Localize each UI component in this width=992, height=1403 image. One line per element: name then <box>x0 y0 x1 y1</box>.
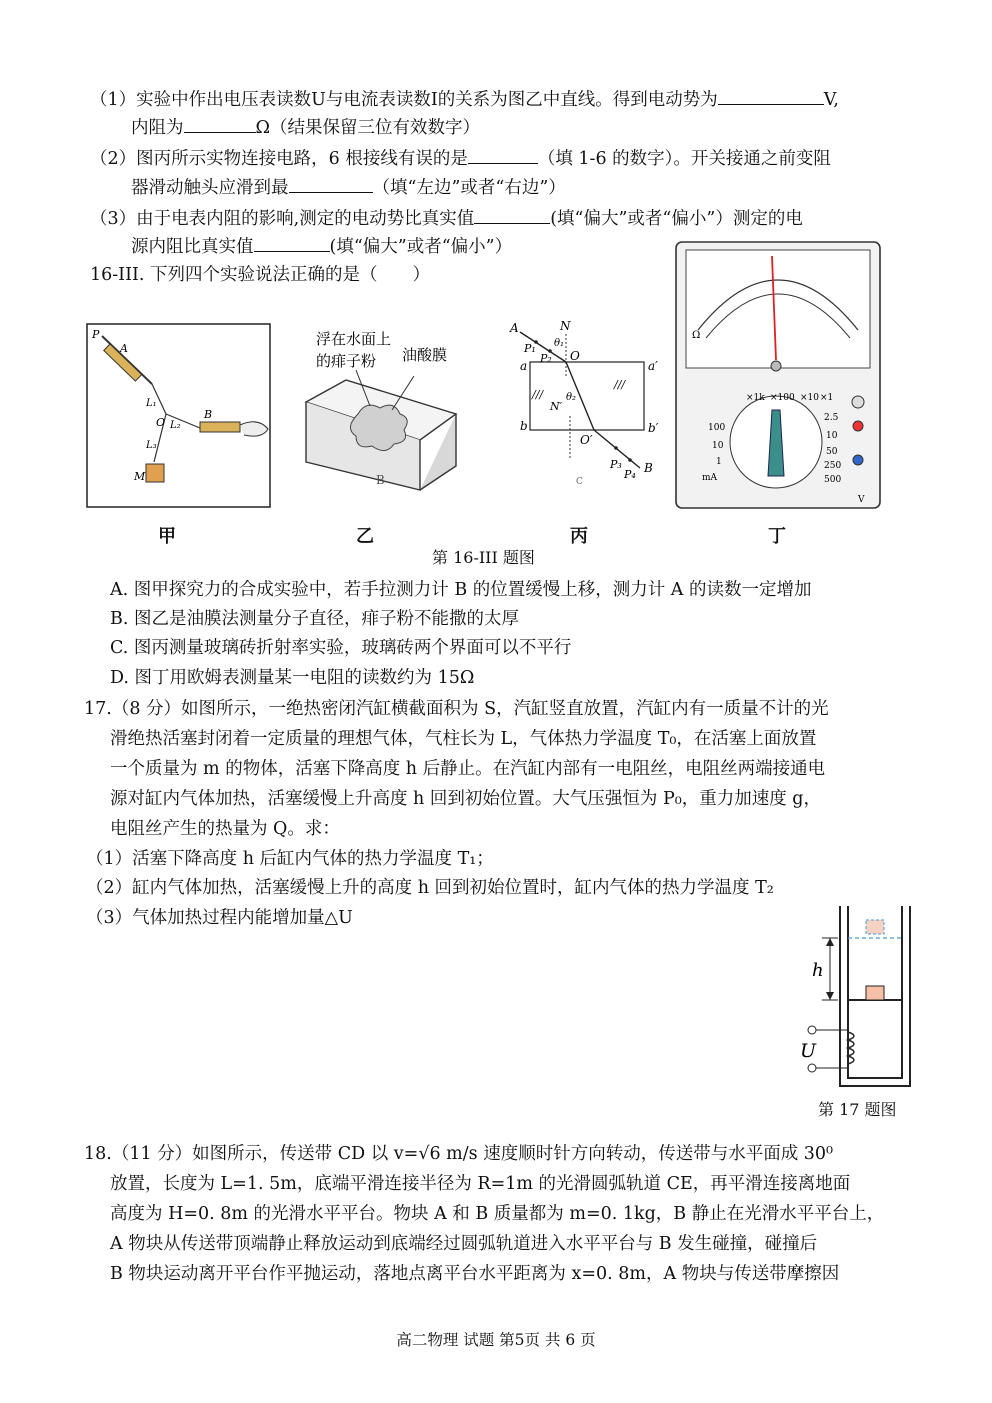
q18-line-3: 高度为 H=0. 8m 的光滑水平平台。物块 A 和 B 质量都为 m=0. 1kg，B 静止在光滑水平平台上， <box>110 1204 885 1224</box>
fig-a-label-L3: L₃ <box>146 440 157 451</box>
q15-line-2: 内阻为 Ω（结果保留三位有效数字） <box>131 114 480 140</box>
fig-c-label-P4: P₄ <box>624 468 636 481</box>
q17-line-1: 17.（8 分）如图所示，一绝热密闭汽缸横截面积为 S，汽缸竖直放置，汽缸内有一质量不计的光 <box>84 699 829 719</box>
fig-a-label-A: A <box>120 342 128 355</box>
fig-d-ma-1: 1 <box>716 457 722 467</box>
fig-b-label-powder-1: 浮在水面上 <box>316 330 392 348</box>
q15-line-5: （3）由于电表内阻的影响,测定的电动势比真实值 (填“偏大”或者“偏小”）测定的电 <box>90 205 803 231</box>
fig-d-range-x100: ×100 <box>770 393 795 403</box>
r-bias-blank[interactable] <box>254 233 330 252</box>
fig-b-label-B: B <box>376 473 385 487</box>
fig-label-yi: 乙 <box>356 526 374 547</box>
q18-line-4: A 物块从传送带顶端静止释放运动到底端经过圆弧轨道进入水平平台与 B 发生碰撞，碰撞后 <box>110 1234 818 1254</box>
fig-c-label-a-prime: a′ <box>648 359 658 373</box>
q16-option-d[interactable]: D. 图丁用欧姆表测量某一电阻的读数约为 15Ω <box>110 668 475 688</box>
wire-blank[interactable] <box>468 145 538 164</box>
fig-c-label-P2: P₂ <box>540 352 552 365</box>
figure-jia <box>84 322 274 510</box>
fig-c-label-theta1: θ₁ <box>554 338 565 349</box>
q16-option-c[interactable]: C. 图丙测量玻璃砖折射率实验，玻璃砖两个界面可以不平行 <box>110 638 572 658</box>
fig-c-label-O-prime: O′ <box>580 433 593 447</box>
fig-d-v-50: 50 <box>826 447 838 457</box>
fig17-label-u: U <box>800 1040 817 1062</box>
fig16-caption: 第 16-III 题图 <box>432 548 535 567</box>
fig-c-label-N-prime: N′ <box>550 400 563 413</box>
figure-bing <box>506 318 666 498</box>
q16-stem: 16-III. 下列四个实验说法正确的是（ ） <box>90 265 431 285</box>
q16-option-a[interactable]: A. 图甲探究力的合成实验中，若手拉测力计 B 的位置缓慢上移，测力计 A 的读数一定增加 <box>110 580 812 600</box>
fig-d-v-500: 500 <box>824 475 842 485</box>
fig-a-label-L1: L₁ <box>146 398 157 409</box>
fig-a-label-B: B <box>204 408 213 421</box>
fig-d-ma: mA <box>702 473 718 483</box>
fig-a-label-L2: L₂ <box>170 420 181 431</box>
fig-d-range-x1k: ×1k <box>746 393 765 403</box>
fig-label-bing: 丙 <box>570 526 588 547</box>
fig-d-omega-top: Ω <box>692 330 701 341</box>
fig-label-jia: 甲 <box>158 526 176 547</box>
fig-c-label-b-prime: b′ <box>648 421 659 435</box>
fig-a-label-O: O <box>156 416 166 429</box>
fig-d-range-x1: ×1 <box>820 393 834 403</box>
fig-c-label-B: B <box>644 461 653 475</box>
q15-line-1: （1）实验中作出电压表读数U与电流表读数I的关系为图乙中直线。得到电动势为 V, <box>90 86 839 112</box>
fig-c-label-P3: P₃ <box>610 458 622 471</box>
fig-d-range-x10: ×10 <box>800 393 819 403</box>
fig-label-ding: 丁 <box>768 526 786 547</box>
fig-d-v-250: 250 <box>824 461 842 471</box>
q18-line-5: B 物块运动离开平台作平抛运动，落地点离平台水平距离为 x=0. 8m，A 物块与传送带摩擦因 <box>110 1264 840 1284</box>
q18-line-1: 18.（11 分）如图所示，传送带 CD 以 v=√6 m/s 速度顺时针方向转动，传送带与水平面成 30⁰ <box>84 1144 834 1164</box>
fig-d-ma-10: 10 <box>712 441 724 451</box>
fig-c-hatch-right: /// <box>614 378 626 391</box>
fig-d-v-2-5: 2.5 <box>824 413 839 423</box>
fig-a-label-M: M <box>134 470 146 483</box>
fig17-label-h: h <box>812 960 824 981</box>
fig-c-label-N: N <box>560 319 571 333</box>
fig-c-label-a: a <box>520 359 528 373</box>
fig-c-label-O: O <box>570 349 580 363</box>
q17-sub-1: （1）活塞下降高度 h 后缸内气体的热力学温度 T₁； <box>86 849 494 869</box>
resistance-blank[interactable] <box>184 114 256 133</box>
fig-c-hatch-left: /// <box>532 388 544 401</box>
figure-17 <box>790 904 920 1090</box>
q17-line-2: 滑绝热活塞封闭着一定质量的理想气体，气柱长为 L，气体热力学温度 T₀，在活塞上面放置 <box>110 729 817 749</box>
fig-c-label-P1: P₁ <box>524 342 536 355</box>
fig-d-v-unit: V <box>858 495 865 505</box>
fig-c-label-b: b <box>520 419 528 433</box>
fig-d-v-10: 10 <box>826 431 838 441</box>
q17-line-3: 一个质量为 m 的物体，活塞下降高度 h 后静止。在汽缸内部有一电阻丝，电阻丝两端接通电 <box>110 759 826 779</box>
emf-blank[interactable] <box>718 86 824 105</box>
q15-line-4: 器滑动触头应滑到最 （填“左边”或者“右边”） <box>131 174 566 200</box>
q17-sub-3: （3）气体加热过程内能增加量△U <box>86 908 353 928</box>
fig17-caption: 第 17 题图 <box>818 1100 897 1119</box>
fig-b-label-film: 油酸膜 <box>402 346 448 364</box>
q17-line-4: 源对缸内气体加热，活塞缓慢上升高度 h 回到初始位置。大气压强恒为 P₀，重力加速度 g， <box>110 789 822 809</box>
fig-c-label-A: A <box>510 321 519 335</box>
fig-c-label-theta2: θ₂ <box>566 392 577 403</box>
page-footer: 高二物理 试题 第5页 共 6 页 <box>396 1331 596 1349</box>
slider-blank[interactable] <box>289 174 373 193</box>
q15-line-3: （2）图丙所示实物连接电路，6 根接线有误的是 （填 1-6 的数字）。开关接通之前变阻 <box>90 145 831 171</box>
q16-option-b[interactable]: B. 图乙是油膜法测量分子直径，痱子粉不能撒的太厚 <box>110 609 519 629</box>
fig-b-label-powder-2: 的痱子粉 <box>316 352 377 370</box>
q17-line-5: 电阻丝产生的热量为 Q。求： <box>110 819 340 839</box>
figure-ding <box>672 240 884 512</box>
q18-line-2: 放置，长度为 L=1. 5m，底端平滑连接半径为 R=1m 的光滑圆弧轨道 CE，再平滑连接离地面 <box>110 1174 851 1194</box>
fig-d-ma-100: 100 <box>708 423 726 433</box>
fig-c-label-C: C <box>576 477 583 487</box>
q17-sub-2: （2）缸内气体加热，活塞缓慢上升的高度 h 回到初始位置时，缸内气体的热力学温度 T₂ <box>86 878 774 898</box>
fig-a-label-P: P <box>92 328 100 341</box>
figure-yi <box>296 322 466 492</box>
q15-line-6: 源内阻比真实值 (填“偏大”或者“偏小”） <box>131 233 512 259</box>
emf-bias-blank[interactable] <box>474 205 550 224</box>
